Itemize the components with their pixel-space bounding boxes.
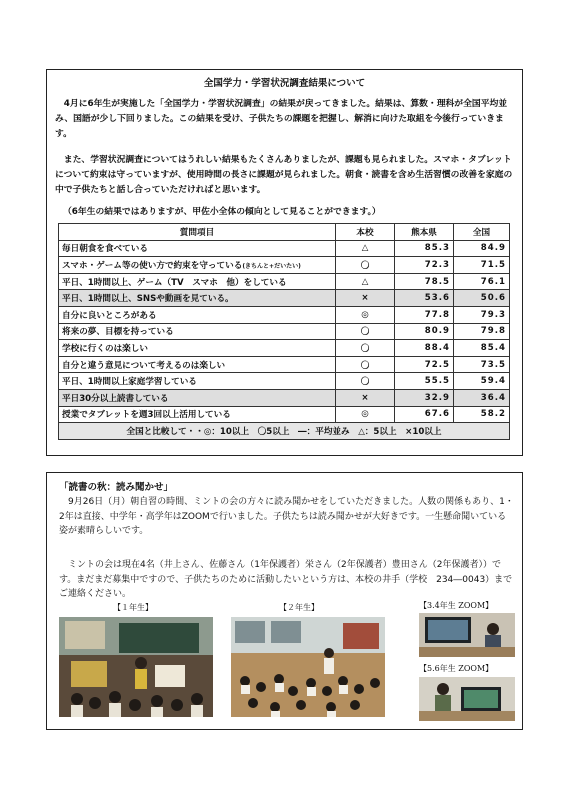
school-mark: 〇	[336, 323, 395, 340]
table-header-row	[59, 224, 510, 241]
grade1-reading-photo	[59, 617, 213, 717]
question-text: 学校に行くのは楽しい	[62, 343, 148, 354]
prefecture-value: 72.5	[395, 356, 454, 373]
question-cell	[59, 340, 336, 357]
reading-section	[46, 472, 523, 730]
table-legend: 全国と比較して・・◎：10以上 〇5以上 ―：平均並み △：5以上 ×10以上	[59, 423, 510, 440]
question-text: 平日30分以上読書している	[62, 393, 169, 404]
prefecture-value: 77.8	[395, 306, 454, 323]
table-row	[59, 257, 510, 274]
survey-paragraph-2: また、学習状況調査についてはうれしい結果もたくさんありましたが、課題も見られました。スマホ・タブレットについて約束は守っていますが、使用時間の長さに課題が見られました。朝食・読書を含め生活習慣の改善を家庭の中で子供たちと話し合っていただければと思います。	[55, 155, 513, 195]
question-text: 平日、1時間以上、SNSや動画を見ている。	[62, 294, 234, 305]
reading-paragraph-2: ミントの会は現在4名（井上さん、佐藤さん（1年保護者）栄さん（2年保護者）豊田さん（2年保護者））です。まだまだ募集中ですので、子供たちのために活動したいという方は、本校の井手（学校 234―0043）までご連絡ください。	[59, 560, 513, 599]
national-value: 79.8	[454, 323, 510, 340]
national-value: 85.4	[454, 340, 510, 357]
question-cell	[59, 290, 336, 307]
prefecture-value: 32.9	[395, 389, 454, 406]
question-text: 自分に良いところがある	[62, 310, 157, 321]
question-text: 自分と違う意見について考えるのは楽しい	[62, 360, 226, 371]
table-row	[59, 406, 510, 423]
survey-results-section	[46, 69, 523, 456]
question-cell	[59, 323, 336, 340]
prefecture-value: 67.6	[395, 406, 454, 423]
caption-grade56: 【5.6年生 ZOOM】	[419, 664, 494, 673]
question-cell	[59, 240, 336, 257]
question-cell	[59, 373, 336, 390]
grade34-zoom-photo	[419, 613, 515, 657]
prefecture-value: 55.5	[395, 373, 454, 390]
school-mark: △	[336, 273, 395, 290]
school-mark: 〇	[336, 356, 395, 373]
prefecture-value: 88.4	[395, 340, 454, 357]
question-text: 授業でタブレットを週3回以上活用している	[62, 410, 231, 421]
school-mark: 〇	[336, 373, 395, 390]
table-row	[59, 290, 510, 307]
question-text: 将来の夢、目標を持っている	[62, 327, 174, 338]
table-row	[59, 323, 510, 340]
prefecture-value: 53.6	[395, 290, 454, 307]
legend-row	[59, 423, 510, 440]
caption-grade34: 【3.4年生 ZOOM】	[419, 601, 494, 610]
question-cell	[59, 356, 336, 373]
school-mark: ×	[336, 389, 395, 406]
grade2-reading-photo	[231, 617, 385, 717]
prefecture-value: 85.3	[395, 240, 454, 257]
caption-grade2: 【２年生】	[279, 603, 319, 612]
header-national: 全国	[454, 224, 510, 241]
question-text: 平日、1時間以上、ゲーム（TV スマホ 他）をしている	[62, 277, 287, 288]
school-mark: ◎	[336, 306, 395, 323]
national-value: 84.9	[454, 240, 510, 257]
prefecture-value: 72.3	[395, 257, 454, 274]
header-school: 本校	[336, 224, 395, 241]
question-text: スマホ・ゲーム等の使い方で約束を守っている	[62, 260, 243, 271]
national-value: 79.3	[454, 306, 510, 323]
prefecture-value: 80.9	[395, 323, 454, 340]
table-row	[59, 373, 510, 390]
grade56-zoom-photo	[419, 677, 515, 721]
survey-title: 全国学力・学習状況調査結果について	[203, 78, 366, 89]
national-value: 73.5	[454, 356, 510, 373]
national-value: 50.6	[454, 290, 510, 307]
table-row	[59, 273, 510, 290]
school-mark: 〇	[336, 257, 395, 274]
prefecture-value: 78.5	[395, 273, 454, 290]
survey-paragraph-1: 4月に6年生が実施した「全国学力・学習状況調査」の結果が戻ってきました。結果は、算数・理科が全国平均並み、国語が少し下回りました。この結果を受け、子供たちの課題を把握し、解消に向けた取組を今後行っていきます。	[55, 99, 508, 139]
question-cell	[59, 406, 336, 423]
header-prefecture: 熊本県	[395, 224, 454, 241]
national-value: 59.4	[454, 373, 510, 390]
survey-note: （6年生の結果ではありますが、甲佐小全体の傾向として見ることができます。）	[63, 207, 381, 217]
question-cell	[59, 273, 336, 290]
caption-grade1: 【１年生】	[113, 603, 153, 612]
question-cell	[59, 257, 336, 274]
question-cell	[59, 306, 336, 323]
table-row	[59, 356, 510, 373]
survey-results-table	[58, 223, 510, 440]
school-mark: ×	[336, 290, 395, 307]
table-row	[59, 306, 510, 323]
table-row	[59, 240, 510, 257]
national-value: 58.2	[454, 406, 510, 423]
question-text: 平日、1時間以上家庭学習している	[62, 377, 197, 388]
question-text: 毎日朝食を食べている	[62, 244, 148, 255]
reading-paragraph-1: 9月26日（月）朝自習の時間、ミントの会の方々に読み聞かせをしていただきました。人数の関係もあり、1・2年は直接、中学年・高学年はZOOMで行いました。子供たちは読み聞かせが大好きです。一生懸命聞いている姿が素晴らしいです。	[59, 497, 514, 536]
school-mark: 〇	[336, 340, 395, 357]
national-value: 71.5	[454, 257, 510, 274]
question-cell	[59, 389, 336, 406]
school-mark: ◎	[336, 406, 395, 423]
table-row	[59, 389, 510, 406]
question-suffix: (きちんと+だいたい)	[242, 262, 301, 270]
header-question: 質問項目	[59, 224, 336, 241]
school-mark: △	[336, 240, 395, 257]
national-value: 76.1	[454, 273, 510, 290]
reading-heading: 「読書の秋：読み聞かせ」	[59, 482, 174, 493]
table-row	[59, 340, 510, 357]
national-value: 36.4	[454, 389, 510, 406]
